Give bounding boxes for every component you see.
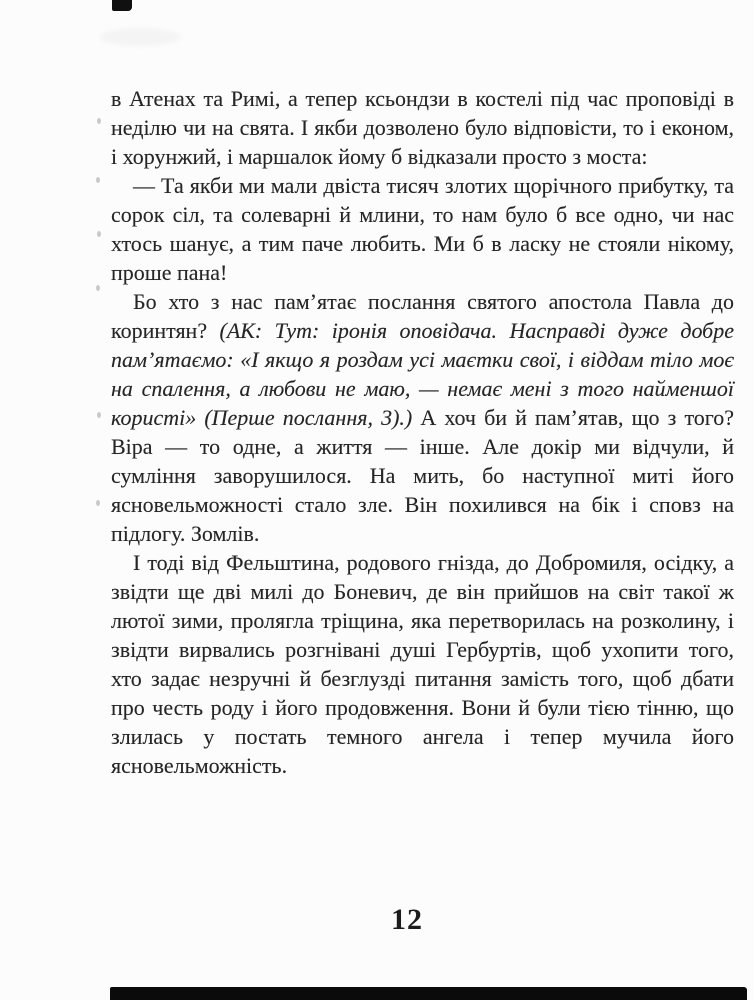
scan-smudge bbox=[100, 28, 180, 46]
text-block bbox=[111, 84, 734, 780]
scan-speck bbox=[97, 118, 101, 124]
text-run: в Атенах та Римі, а тепер ксьондзи в костелі під час проповіді в неділю чи на свята. І якби дозволено було відповісти, то і економ, і хорунжий, і маршалок йому б відказали просто з моста: bbox=[111, 86, 734, 169]
paragraph bbox=[111, 171, 734, 287]
scan-artifact-top-left bbox=[112, 0, 132, 11]
scan-artifact-bottom-bar bbox=[110, 987, 747, 1000]
paragraph bbox=[111, 548, 734, 780]
paragraph bbox=[111, 84, 734, 171]
text-run: Бо хто з нас пам’ятає послання святого апостола Павла до коринтян? bbox=[111, 289, 734, 343]
scan-speck bbox=[96, 285, 100, 291]
scan-speck bbox=[96, 500, 100, 506]
text-run: — Та якби ми мали двіста тисяч злотих щорічного прибутку, та сорок сіл, та солеварні й млини, то нам було б все одно, чи нас хтось шанує, а тим паче любить. Ми б в ласку не стояли нікому, проше пана! bbox=[111, 173, 734, 285]
text-run: А хоч би й пам’ятав, що з того? Віра — то одне, а життя — інше. Але докір ми відчули, й сумління заворушилося. На мить, бо наступної миті його ясновельможності стало зле. Він похилився на бік і сповз на підлогу. Зомлів. bbox=[111, 405, 735, 546]
scan-speck bbox=[97, 412, 101, 418]
paragraph bbox=[111, 287, 734, 548]
scan-speck bbox=[96, 177, 100, 183]
text-run: І тоді від Фельштина, родового гнізда, до Добромиля, осідку, а звідти ще дві милі до Боневич, де він прийшов на світ такої ж лютої зими, пролягла тріщина, яка перетворилась на розколину, і звідти вирвались розгнівані душі Гербуртів, щоб ухопити того, хто задає незручні й безглузді питання замість того, щоб дбати про честь роду і його продовження. Вони й були тією тінню, що злилась у постать темного ангела і тепер мучила його ясновельможність. bbox=[111, 550, 734, 778]
page-number: 12 bbox=[391, 903, 423, 936]
scan-speck bbox=[97, 231, 101, 237]
italic-annotation-run: (АК: Тут: іронія оповідача. Насправді дуже добре пам’ятаємо: «І якщо я роздам усі маєтки свої, і віддам тіло моє на спалення, а любови не маю, — немає мені з того найменшої користі» (Перше послання, 3).) bbox=[111, 318, 734, 430]
